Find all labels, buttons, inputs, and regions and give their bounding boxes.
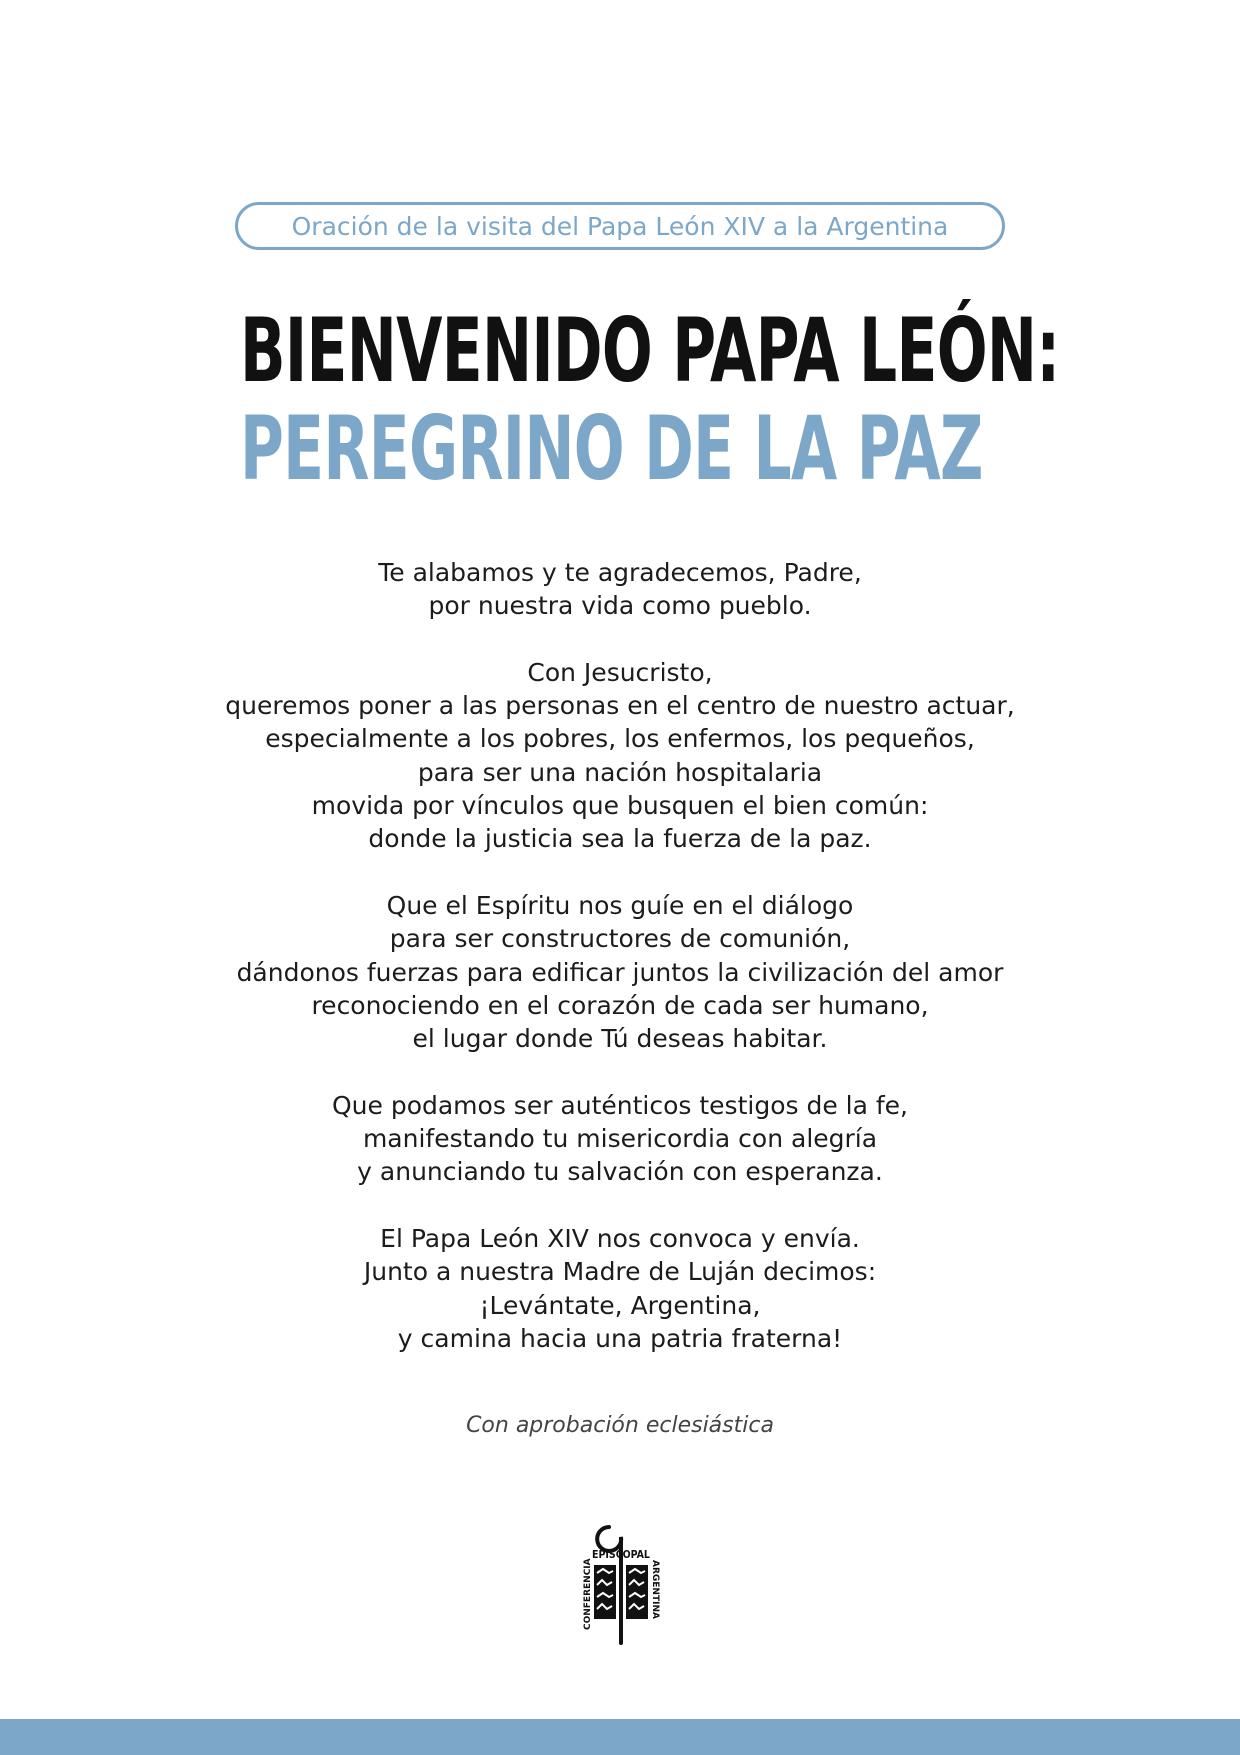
prayer-stanza <box>0 889 1240 1055</box>
title-line-2: PEREGRINO DE LA PAZ <box>240 397 983 500</box>
prayer-verse: por nuestra vida como pueblo. <box>428 591 812 621</box>
page-title <box>240 299 1060 500</box>
prayer-verse: Que el Espíritu nos guíe en el diálogo <box>386 890 854 920</box>
prayer-stanza <box>0 656 1240 856</box>
episcopal-conference-logo <box>576 1515 666 1647</box>
logo-left-text: CONFERENCIA <box>583 1558 593 1630</box>
prayer-verse: Que podamos ser auténticos testigos de la fe, <box>331 1090 909 1120</box>
prayer-verse: y camina hacia una patria fraterna! <box>397 1323 843 1353</box>
prayer-verse: dándonos fuerzas para edificar juntos la civilización del amor <box>236 957 1004 987</box>
prayer-verse: y anunciando tu salvación con esperanza. <box>357 1157 883 1187</box>
prayer-verse: para ser constructores de comunión, <box>389 924 851 954</box>
prayer-verse: Junto a nuestra Madre de Luján decimos: <box>363 1257 877 1287</box>
logo-right-emblem <box>626 1565 648 1619</box>
prayer-verse: queremos poner a las personas en el centro de nuestro actuar, <box>225 691 1015 721</box>
prayer-verse: para ser una nación hospitalaria <box>417 757 823 787</box>
prayer-stanza <box>0 556 1240 623</box>
prayer-verse: ¡Levántate, Argentina, <box>479 1290 761 1320</box>
prayer-verse: manifestando tu misericordia con alegría <box>362 1124 878 1154</box>
approval-note: Con aprobación eclesiástica <box>466 1413 774 1438</box>
logo-top-text: EPISCOPAL <box>592 1549 650 1561</box>
prayer-verse: El Papa León XIV nos convoca y envía. <box>380 1223 860 1253</box>
prayer-verse: donde la justicia sea la fuerza de la paz. <box>368 824 872 854</box>
prayer-verse: el lugar donde Tú deseas habitar. <box>412 1024 828 1054</box>
title-line-1: BIENVENIDO PAPA LEÓN: <box>240 299 1060 402</box>
header-pill <box>235 202 1005 250</box>
prayer-verse: reconociendo en el corazón de cada ser humano, <box>311 990 929 1020</box>
prayer-text <box>0 556 1240 1388</box>
logo-right-text: ARGENTINA <box>650 1560 660 1619</box>
prayer-verse: movida por vínculos que busquen el bien común: <box>311 791 929 821</box>
prayer-stanza <box>0 1089 1240 1189</box>
header-pill-text: Oración de la visita del Papa León XIV a la Argentina <box>291 211 949 241</box>
bottom-color-band <box>0 1719 1240 1755</box>
prayer-verse: especialmente a los pobres, los enfermos, los pequeños, <box>265 724 975 754</box>
prayer-verse: Con Jesucristo, <box>527 657 713 687</box>
logo-left-emblem <box>594 1565 616 1619</box>
prayer-verse: Te alabamos y te agradecemos, Padre, <box>378 558 862 587</box>
prayer-stanza <box>0 1222 1240 1355</box>
